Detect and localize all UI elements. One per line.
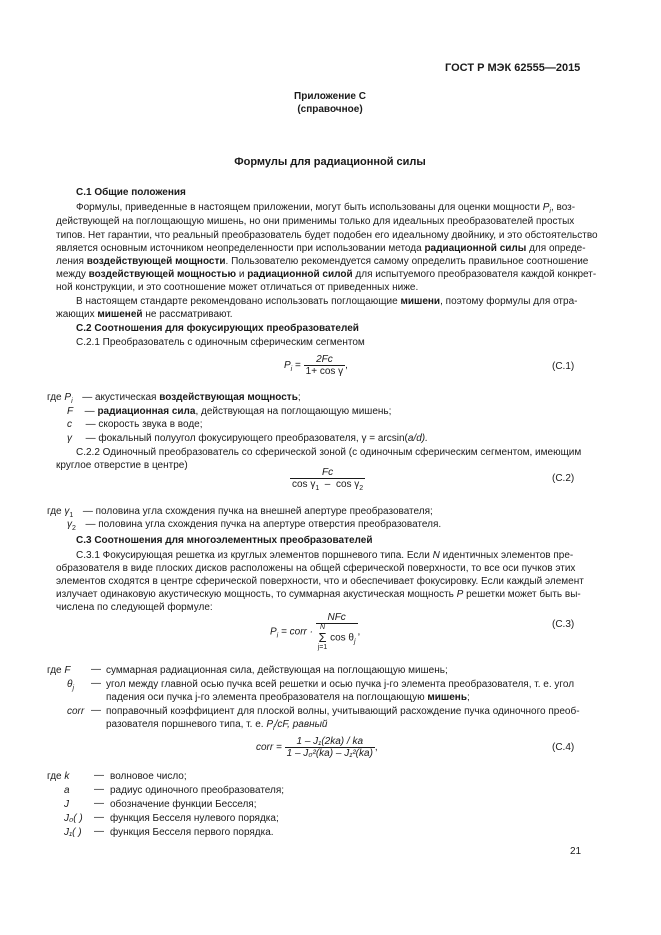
c1-para2-line2: жающих мишеней не рассматривают.: [56, 309, 233, 320]
def-gamma: γ — фокальный полуугол фокусирующего преобразователя, γ = arcsin(a/d).: [67, 433, 428, 444]
c1-para1-line1: Формулы, приведенные в настоящем приложении, могут быть использованы для оценки мощности $P_i$, воз-: [76, 202, 576, 215]
def-a-sym: a: [64, 785, 70, 796]
equation-c2: $\frac{Fc}{\cos \gamma_1 - \cos \gamma_2}$: [292, 467, 364, 492]
def-theta-sym: $\theta_j$: [67, 679, 74, 692]
def-a-dash: —: [94, 784, 104, 795]
def-j0-sym: J₀( ): [64, 813, 83, 824]
def-j0-dash: —: [94, 812, 104, 823]
equation-number-c4: (С.4): [552, 742, 575, 753]
def-gamma2: $\gamma_2$ — половина угла схождения пучка на апертуре отверстия преобразователя.: [67, 519, 442, 532]
equation-c3: $P_i$ = corr · NFc N Σ j=1 $\cos \theta_j$ ,: [270, 612, 361, 651]
c3-para-line4: излучает одинаковую акустическую мощность, то суммарная акустическая мощность P решетки может быть вы-: [56, 589, 581, 600]
def-pi: где $P_i$ — акустическая воздействующая мощность;: [47, 392, 301, 405]
def-f: F — радиационная сила, действующая на поглощающую мишень;: [67, 406, 392, 417]
def-j-dash: —: [94, 798, 104, 809]
def-theta-line1: угол между главной осью пучка всей решетки и осью пучка j-го элемента преобразователя, т. е. угол: [106, 679, 575, 690]
def-j-sym: J: [64, 799, 69, 810]
def-f-total-text: суммарная радиационная сила, действующая на поглощающую мишень;: [106, 665, 448, 676]
c1-para2-line1: В настоящем стандарте рекомендовано использовать поглощающие мишени, поэтому формулы для отра-: [76, 296, 578, 307]
section-c3-heading: С.3 Соотношения для многоэлементных преобразователей: [76, 535, 373, 546]
def-k: где k: [47, 771, 70, 782]
def-k-text: волновое число;: [110, 771, 187, 782]
equation-c4: corr = $\frac{\text{1 – J₁(2ka) / ka}}{\text{1 – J₀²(ka) – J₁²(ka)}}$ ,: [256, 736, 378, 759]
def-j-text: обозначение функции Бесселя;: [110, 799, 257, 810]
def-corr-dash: —: [91, 705, 101, 716]
def-corr-line2: разователя поршневого типа, т. е. $P_i/cF$, равный: [106, 719, 328, 732]
main-title: Формулы для радиационной силы: [234, 156, 426, 168]
def-gamma1: где $\gamma_1$ — половина угла схождения пучка на внешней апертуре преобразователя;: [47, 506, 433, 519]
c3-para-line3: элементов сходятся в центре сферической поверхности, что и обеспечивает фокусировку. Если каждый элемент: [56, 576, 584, 587]
c1-para1-line4: является основным источником неопределенности при использовании метода радиационной силы для опреде-: [56, 243, 586, 254]
def-k-dash: —: [94, 770, 104, 781]
def-a-text: радиус одиночного преобразователя;: [110, 785, 285, 796]
equation-number-c2: (С.2): [552, 473, 575, 484]
def-corr-line1: поправочный коэффициент для плоской волны, учитывающий расхождение пучка одиночного преоб-: [106, 706, 580, 717]
annex-note: (справочное): [297, 104, 363, 115]
equation-number-c1: (С.1): [552, 361, 575, 372]
def-theta-dash: —: [91, 678, 101, 689]
def-corr-sym: corr: [67, 706, 85, 717]
c1-para1-line6: между воздействующей мощностью и радиационной силой для испытуемого преобразователя каждой конкрет-: [56, 269, 597, 280]
def-theta-line2: падения оси пучка j-го элемента преобразователя на поглощающую мишень;: [106, 692, 470, 703]
c1-para1-line3: типов. Нет гарантии, что реальный преобразователь будет подобен его идеальному двойнику, и это обстоятельство: [56, 230, 598, 241]
def-f-total: где F: [47, 665, 71, 676]
def-f-total-dash: —: [91, 664, 101, 675]
def-j1-text: функция Бесселя первого порядка.: [110, 827, 274, 838]
def-c: c — скорость звука в воде;: [67, 419, 203, 430]
annex-title: Приложение С: [294, 91, 366, 102]
c3-para-line2: образователя в виде плоских дисков расположены на общей сферической поверхности, то все оси пучков этих: [56, 563, 576, 574]
c3-para-line1: С.3.1 Фокусирующая решетка из круглых элементов поршневого типа. Если N идентичных элементов пре-: [76, 550, 574, 561]
c3-para-line5: числена по следующей формуле:: [56, 602, 213, 613]
c1-para1-line2: действующей на поглощающую мишень, но они применимы только для идеальных преобразователей простых: [56, 216, 575, 227]
section-c2-heading: С.2 Соотношения для фокусирующих преобразователей: [76, 323, 359, 334]
c1-para1-line5: ления воздействующей мощности. Пользователю рекомендуется самому определить правильное соотношение: [56, 256, 589, 267]
c222-line2: круглое отверстие в центре): [56, 460, 188, 471]
c221-heading: С.2.1 Преобразователь с одиночным сферическим сегментом: [76, 337, 365, 348]
equation-number-c3: (С.3): [552, 619, 575, 630]
page-number: 21: [570, 846, 582, 857]
c222-line1: С.2.2 Одиночный преобразователь со сферической зоной (с одиночным сферическим сегментом, имеющим: [76, 447, 582, 458]
c1-para1-line7: ной конструкции, и это соотношение может отличаться от приведенных ниже.: [56, 282, 419, 293]
def-j1-dash: —: [94, 826, 104, 837]
def-j1-sym: J₁( ): [64, 827, 82, 838]
def-j0-text: функция Бесселя нулевого порядка;: [110, 813, 279, 824]
section-c1-heading: С.1 Общие положения: [76, 187, 186, 198]
equation-c1: $P_i$ = $\frac{2Fc}{\text{1+ cos γ}}$ ,: [284, 354, 348, 377]
document-standard-code: ГОСТ Р МЭК 62555—2015: [445, 62, 581, 74]
